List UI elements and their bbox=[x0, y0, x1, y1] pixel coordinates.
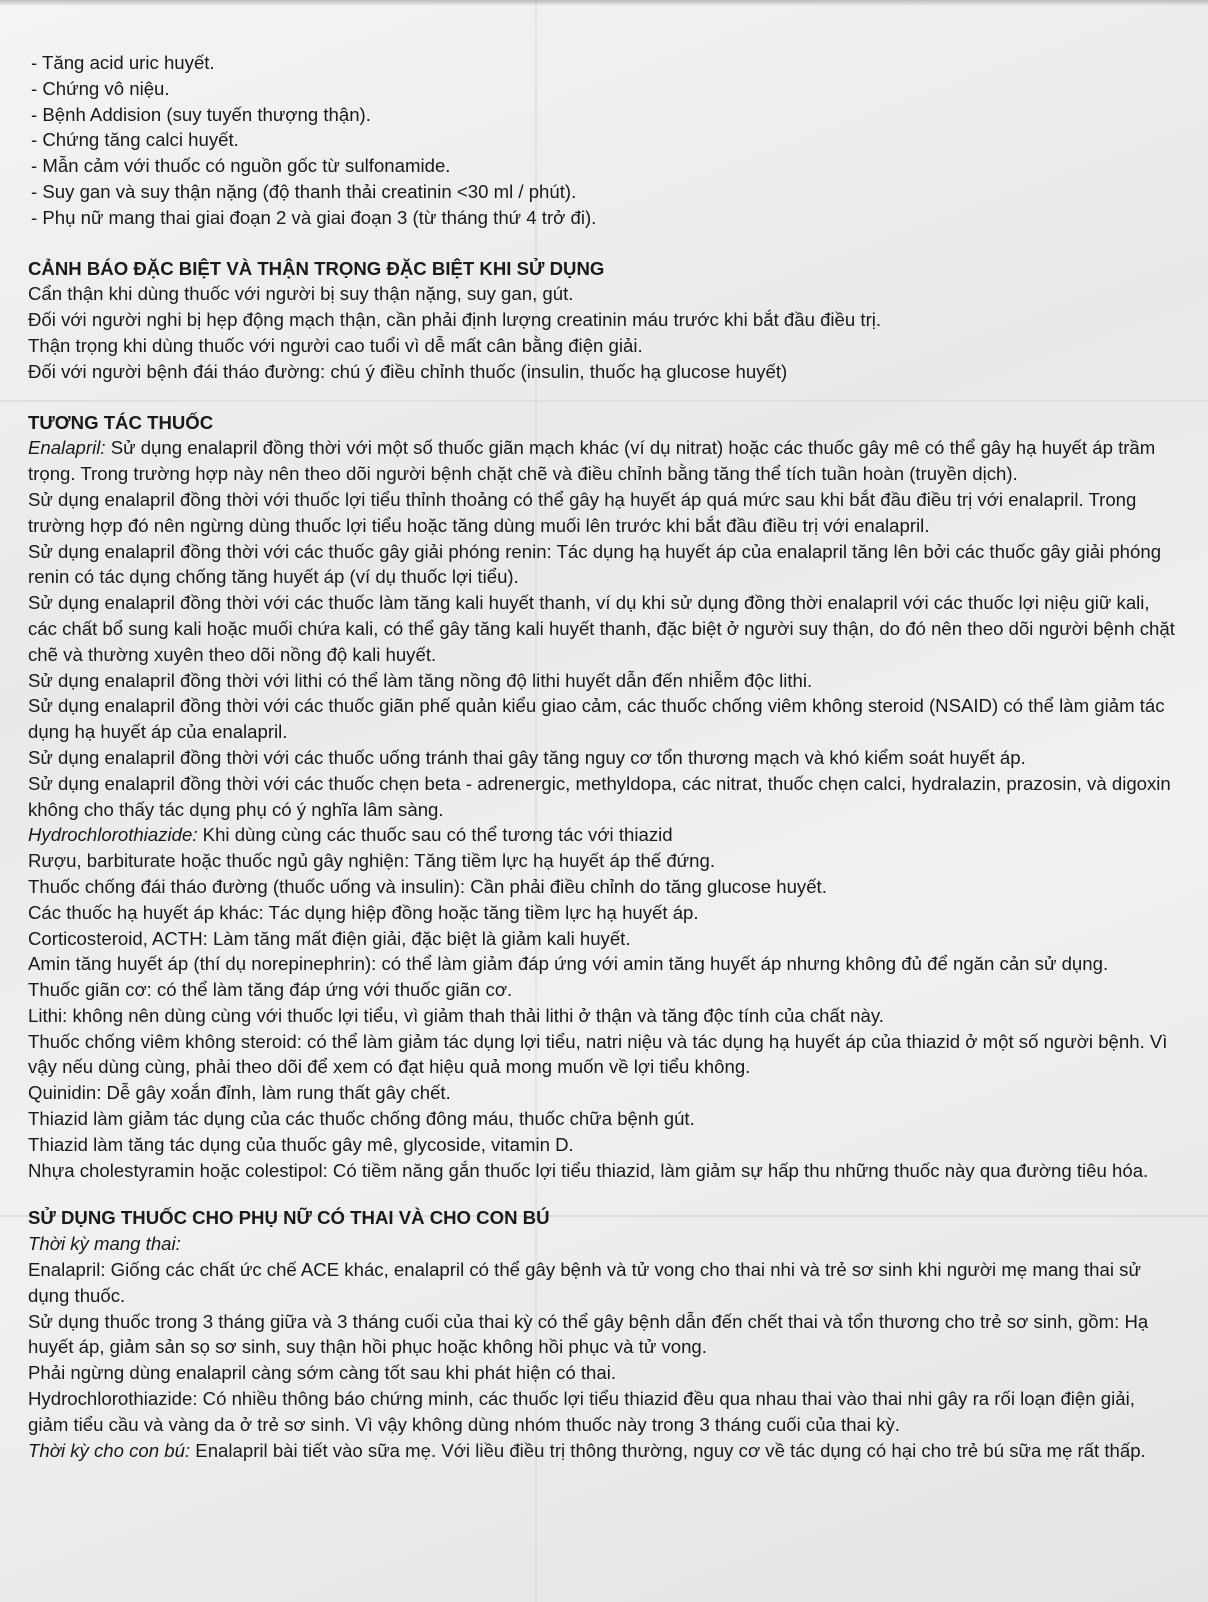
list-item: - Suy gan và suy thận nặng (độ thanh thải creatinin <30 ml / phút). bbox=[31, 180, 577, 202]
paragraph: Đối với người nghi bị hẹp động mạch thận, cần phải định lượng creatinin máu trước khi bắt đầu điều trị. bbox=[28, 309, 882, 331]
paragraph: Thuốc giãn cơ: có thể làm tăng đáp ứng với thuốc giãn cơ. bbox=[28, 979, 513, 1001]
drug-label: Enalapril: bbox=[28, 437, 106, 459]
paragraph: Sử dụng enalapril đồng thời với thuốc lợi tiểu thỉnh thoảng có thể gây hạ huyết áp quá mức sau khi bắt đầu điều trị với enalapril. Trong trường hợp đó nên ngừng dùng thuốc lợi tiểu hoặc tăng dùng muối lên trước khi bắt đầu điều trị với enalapril. bbox=[28, 488, 1137, 536]
pregnancy-section bbox=[28, 1205, 1178, 1463]
list-item: - Chứng tăng calci huyết. bbox=[31, 129, 239, 151]
document-body bbox=[28, 50, 1178, 1463]
list-item: - Tăng acid uric huyết. bbox=[31, 52, 215, 73]
paragraph: Sử dụng enalapril đồng thời với các thuốc uống tránh thai gây tăng nguy cơ tổn thương mạch và khó kiểm soát huyết áp. bbox=[28, 746, 1026, 768]
paragraph: Sử dụng enalapril đồng thời với các thuốc gây giải phóng renin: Tác dụng hạ huyết áp của enalapril tăng lên bởi các thuốc gây giải phóng renin có tác dụng chống tăng huyết áp (ví dụ thuốc lợi tiểu). bbox=[28, 540, 1162, 588]
paragraph: Thiazid làm tăng tác dụng của thuốc gây mê, glycoside, vitamin D. bbox=[28, 1133, 574, 1155]
paragraph: Amin tăng huyết áp (thí dụ norepinephrin): có thể làm giảm đáp ứng với amin tăng huyết áp nhưng không đủ để ngăn cản sử dụng. bbox=[28, 953, 1109, 975]
interactions-section bbox=[28, 410, 1178, 1184]
paragraph: Phải ngừng dùng enalapril càng sớm càng tốt sau khi phát hiện có thai. bbox=[28, 1362, 617, 1384]
paragraph: Sử dụng enalapril đồng thời với lithi có thể làm tăng nồng độ lithi huyết dẫn đến nhiễm độc lithi. bbox=[28, 669, 813, 691]
paragraph-text: Sử dụng enalapril đồng thời với một số thuốc giãn mạch khác (ví dụ nitrat) hoặc các thuốc gây mê có thể gây hạ huyết áp trầm trọng. Trong trường hợp này nên theo dõi người bệnh chặt chẽ và điều chỉnh bằng tăng thể tích tuần hoàn (truyền dịch). bbox=[28, 437, 1156, 485]
section-heading: TƯƠNG TÁC THUỐC bbox=[28, 411, 214, 433]
paragraph: Thuốc chống viêm không steroid: có thể làm giảm tác dụng lợi tiểu, natri niệu và tác dụng hạ huyết áp của thiazid ở một số người bệnh. Vì vậy nếu dùng cùng, phải theo dõi để xem có đạt hiệu quả mong muốn về lợi tiểu không. bbox=[28, 1030, 1168, 1078]
drug-label: Hydrochlorothiazide: bbox=[28, 824, 198, 846]
paragraph: Enalapril: Giống các chất ức chế ACE khác, enalapril có thể gây bệnh và tử vong cho thai nhi và trẻ sơ sinh khi người mẹ mang thai sử dụng thuốc. bbox=[28, 1259, 1141, 1306]
paragraph: Nhựa cholestyramin hoặc colestipol: Có tiềm năng gắn thuốc lợi tiểu thiazid, làm giảm sự hấp thu những thuốc này qua đường tiêu hóa. bbox=[28, 1159, 1149, 1181]
paragraph-text: Enalapril bài tiết vào sữa mẹ. Với liều điều trị thông thường, nguy cơ về tác dụng có hại cho trẻ bú sữa mẹ rất thấp. bbox=[190, 1439, 1146, 1461]
paragraph bbox=[28, 822, 1178, 848]
list-item: - Bệnh Addision (suy tuyến thượng thận). bbox=[31, 103, 371, 125]
list-item: - Chứng vô niệu. bbox=[31, 77, 170, 99]
paragraph: Sử dụng enalapril đồng thời với các thuốc làm tăng kali huyết thanh, ví dụ khi sử dụng đồng thời enalapril với các thuốc lợi niệu giữ kali, các chất bổ sung kali hoặc muối chứa kali, có thể gây tăng kali huyết thanh, đặc biệt ở người suy thận, do đó nên theo dõi người bệnh chặt chẽ và thường xuyên theo dõi nồng độ kali huyết. bbox=[28, 592, 1175, 665]
paragraph: Cẩn thận khi dùng thuốc với người bị suy thận nặng, suy gan, gút. bbox=[28, 283, 574, 305]
list-item: - Mẫn cảm với thuốc có nguồn gốc từ sulfonamide. bbox=[31, 155, 451, 177]
paragraph: Thiazid làm giảm tác dụng của các thuốc chống đông máu, thuốc chữa bệnh gút. bbox=[28, 1108, 695, 1130]
paragraph bbox=[28, 435, 1178, 487]
paragraph: Rượu, barbiturate hoặc thuốc ngủ gây nghiện: Tăng tiềm lực hạ huyết áp thế đứng. bbox=[28, 850, 715, 872]
paragraph: Sử dụng enalapril đồng thời với các thuốc giãn phế quản kiểu giao cảm, các thuốc chống viêm không steroid (NSAID) có thể làm giảm tác dụng hạ huyết áp của enalapril. bbox=[28, 695, 1165, 743]
paragraph: Thận trọng khi dùng thuốc với người cao tuổi vì dễ mất cân bằng điện giải. bbox=[28, 334, 643, 356]
subheading: Thời kỳ mang thai: bbox=[28, 1233, 181, 1255]
paragraph: Đối với người bệnh đái tháo đường: chú ý điều chỉnh thuốc (insulin, thuốc hạ glucose huyết) bbox=[28, 360, 788, 382]
paragraph: Thuốc chống đái tháo đường (thuốc uống và insulin): Cần phải điều chỉnh do tăng glucose huyết. bbox=[28, 875, 827, 897]
paragraph: Các thuốc hạ huyết áp khác: Tác dụng hiệp đồng hoặc tăng tiềm lực hạ huyết áp. bbox=[28, 901, 699, 923]
paragraph: Sử dụng enalapril đồng thời với các thuốc chẹn beta - adrenergic, methyldopa, các nitrat, thuốc chẹn calci, hydralazin, prazosin, và digoxin không cho thấy tác dụng phụ có ý nghĩa lâm sàng. bbox=[28, 772, 1171, 820]
paragraph: Lithi: không nên dùng cùng với thuốc lợi tiểu, vì giảm thah thải lithi ở thận và tăng độc tính của chất này. bbox=[28, 1004, 884, 1026]
paragraph: Quinidin: Dễ gây xoắn đỉnh, làm rung thất gây chết. bbox=[28, 1082, 451, 1104]
page-top-edge bbox=[0, 0, 1208, 6]
subheading-inline: Thời kỳ cho con bú: bbox=[28, 1439, 191, 1461]
paragraph bbox=[28, 1438, 1178, 1464]
list-item: - Phụ nữ mang thai giai đoạn 2 và giai đoạn 3 (từ tháng thứ 4 trở đi). bbox=[31, 206, 597, 228]
paragraph-text: Khi dùng cùng các thuốc sau có thể tương tác với thiazid bbox=[197, 824, 673, 846]
paragraph: Hydrochlorothiazide: Có nhiều thông báo chứng minh, các thuốc lợi tiểu thiazid đều qua nhau thai vào thai nhi gây ra rối loạn điện giải, giảm tiểu cầu và vàng da ở trẻ sơ sinh. Vì vậy không dùng nhóm thuốc này trong 3 tháng cuối của thai kỳ. bbox=[28, 1388, 1135, 1435]
section-heading: SỬ DỤNG THUỐC CHO PHỤ NỮ CÓ THAI VÀ CHO CON BÚ bbox=[28, 1207, 550, 1229]
paragraph: Corticosteroid, ACTH: Làm tăng mất điện giải, đặc biệt là giảm kali huyết. bbox=[28, 927, 631, 949]
paragraph: Sử dụng thuốc trong 3 tháng giữa và 3 tháng cuối của thai kỳ có thể gây bệnh dẫn đến chết thai và tổn thương cho trẻ sơ sinh, gồm: Hạ huyết áp, giảm sản sọ sơ sinh, suy thận hồi phục hoặc không hồi phục và tử vong. bbox=[28, 1310, 1149, 1358]
contraindications-list bbox=[28, 50, 1178, 231]
warnings-section bbox=[28, 256, 1178, 385]
section-heading: CẢNH BÁO ĐẶC BIỆT VÀ THẬN TRỌNG ĐẶC BIỆT KHI SỬ DỤNG bbox=[28, 257, 605, 279]
